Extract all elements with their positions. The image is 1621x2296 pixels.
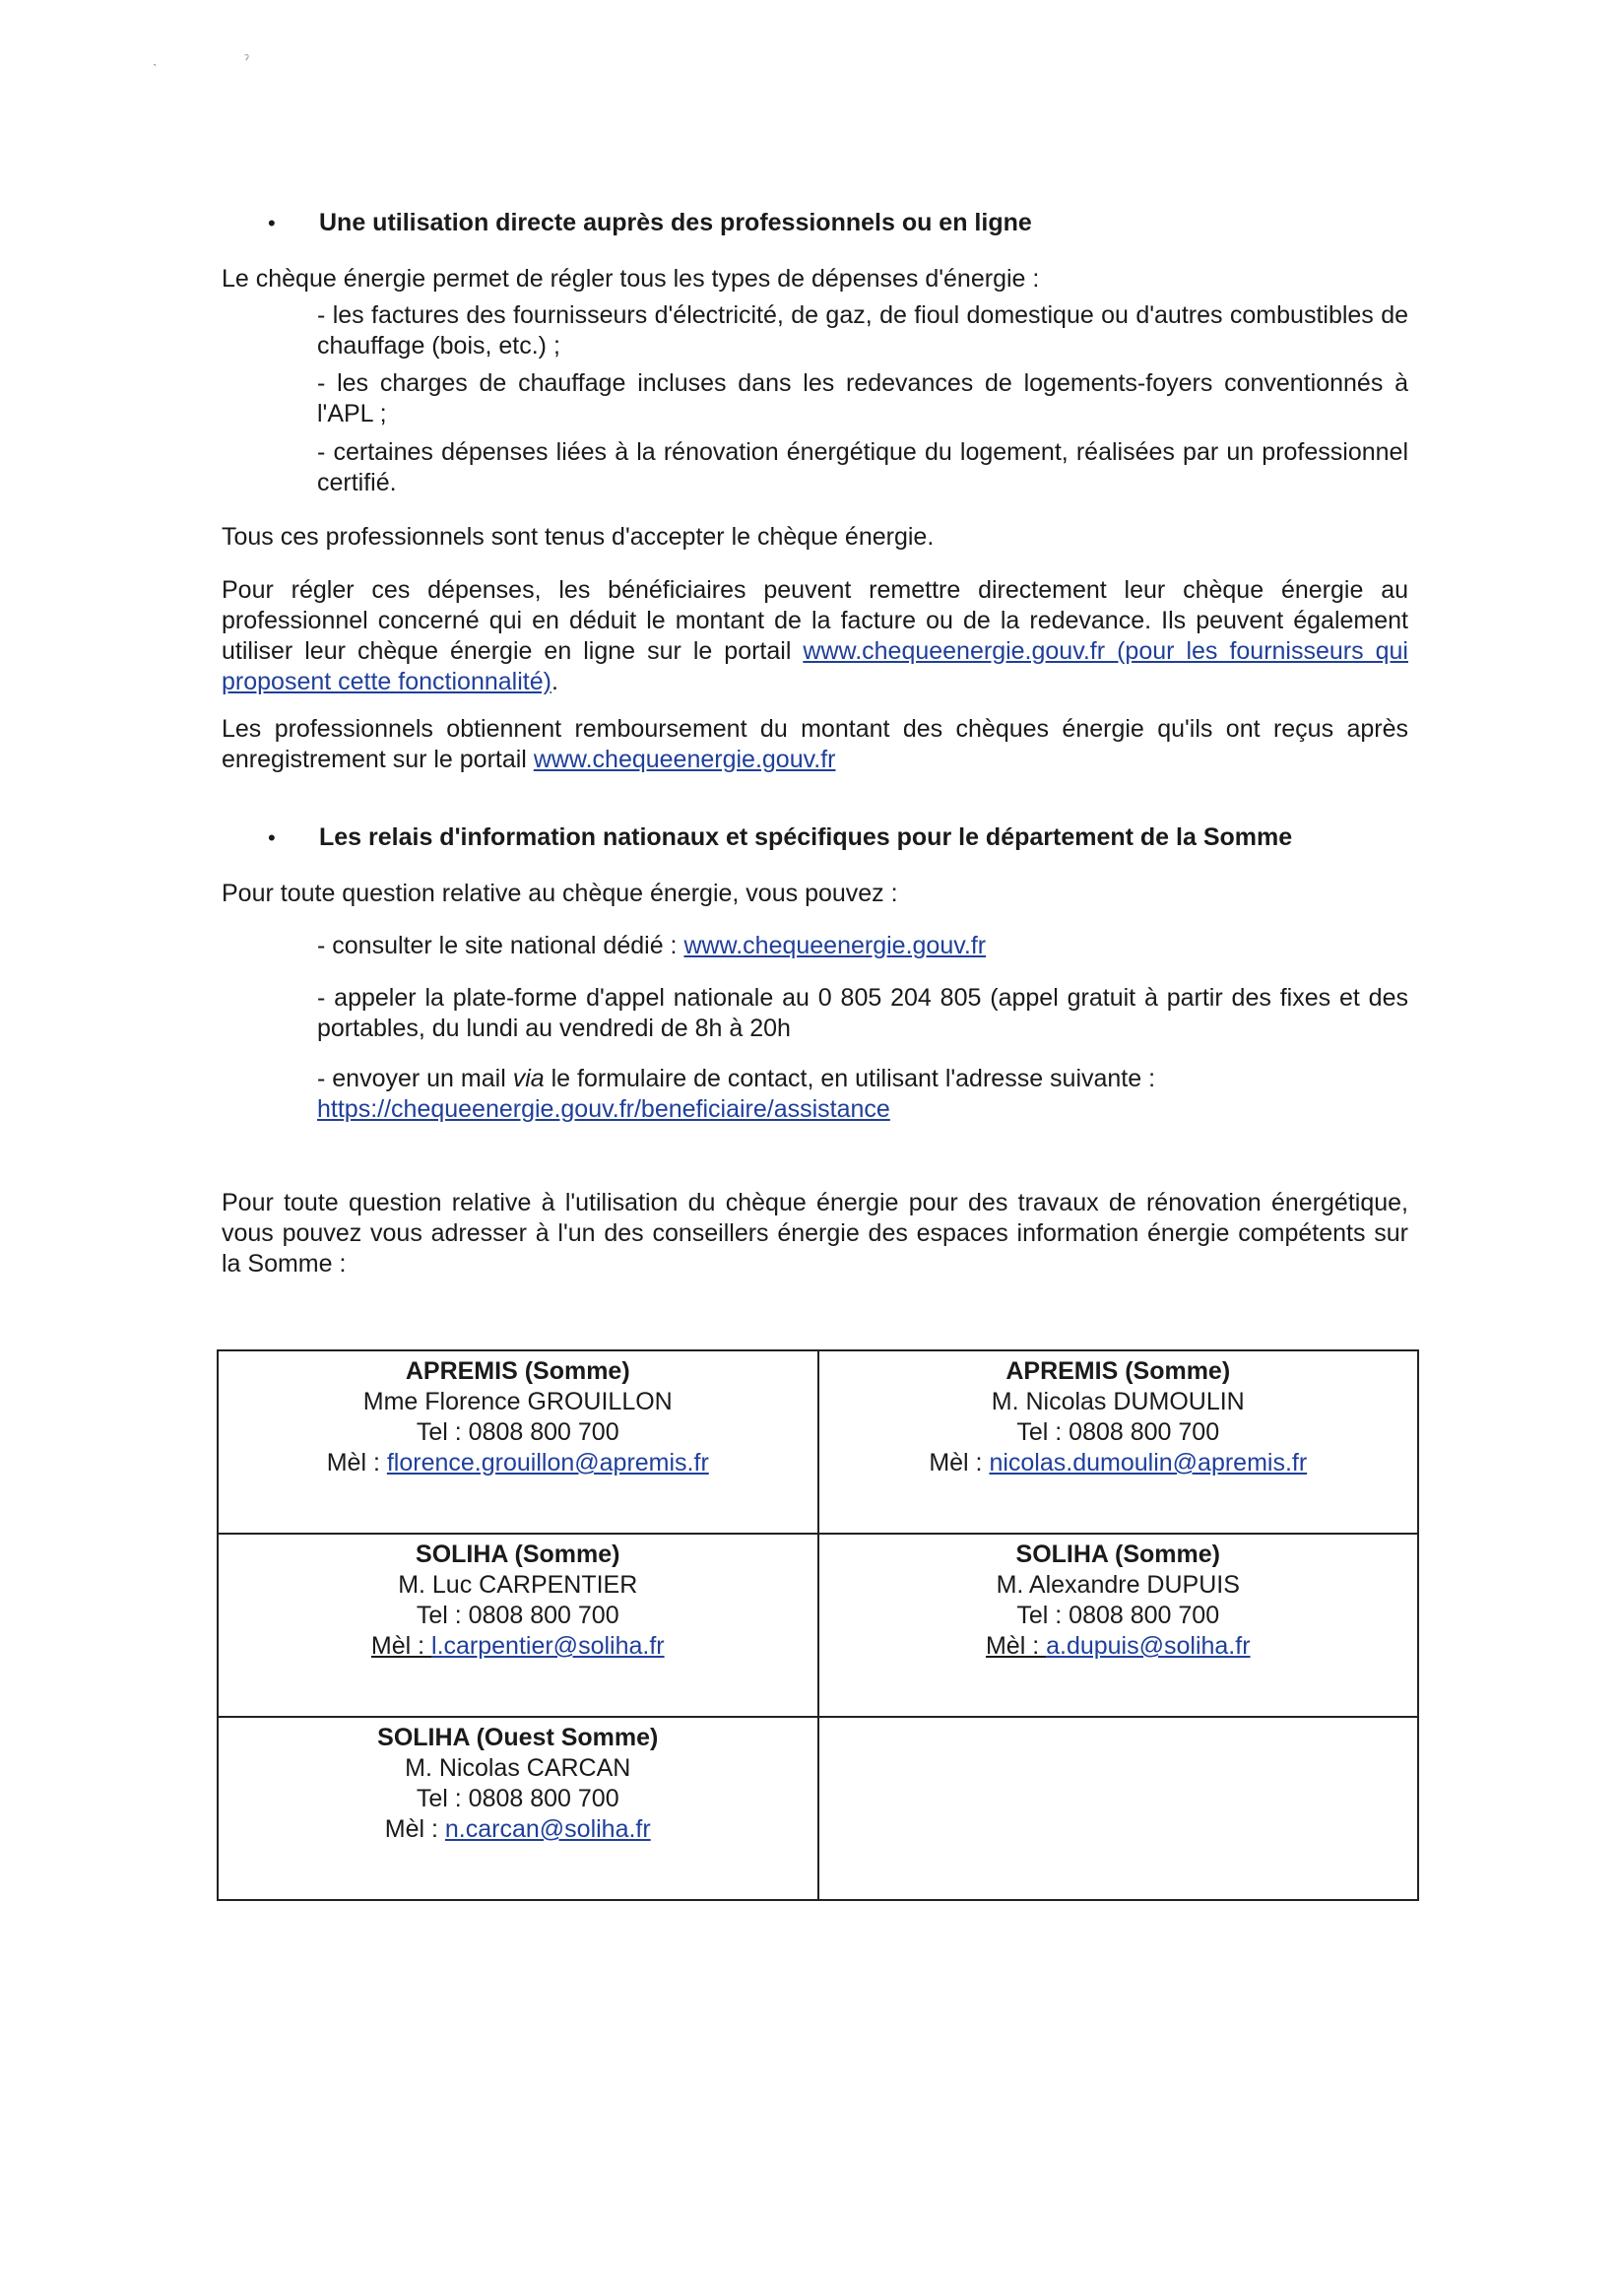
section-heading-usage [268, 209, 1032, 237]
item-text-italic: via [512, 1065, 545, 1092]
contact-email-link[interactable]: a.dupuis@soliha.fr [1046, 1632, 1251, 1660]
contact-name: M. Luc CARPENTIER [398, 1571, 638, 1599]
contact-cell [218, 1534, 818, 1717]
contact-tel: Tel : 0808 800 700 [416, 1602, 619, 1629]
list-item: - appeler la plate-forme d'appel nationale au 0 805 204 805 (appel gratuit à partir des fixes et des portables, du lundi au vendredi de 8h à 20h [317, 984, 1408, 1042]
table-row [218, 1717, 1418, 1900]
list-item [317, 931, 1408, 961]
item-text: - envoyer un mail [317, 1065, 513, 1092]
contact-cell [818, 1350, 1419, 1534]
contact-email-link[interactable]: nicolas.dumoulin@apremis.fr [989, 1449, 1308, 1476]
list-item: - les charges de chauffage incluses dans les redevances de logements-foyers conventionnés à l'APL ; [317, 369, 1408, 427]
mel-label: Mèl : [326, 1449, 387, 1476]
contact-email-link[interactable]: l.carpentier@soliha.fr [431, 1632, 665, 1660]
portal-link[interactable]: www.chequeenergie.gouv.fr [533, 746, 836, 773]
heading-text: Les relais d'information nationaux et spécifiques pour le département de la Somme [319, 823, 1293, 851]
heading-text: Une utilisation directe auprès des professionnels ou en ligne [319, 209, 1032, 236]
paragraph-text: Les professionnels obtiennent remboursement du montant des chèques énergie qu'ils ont reçus après enregistrement sur le portail [222, 715, 1408, 773]
table-row [218, 1350, 1418, 1534]
contact-cell [818, 1534, 1419, 1717]
mel-label: Mèl : [929, 1449, 990, 1476]
list-item: - certaines dépenses liées à la rénovation énergétique du logement, réalisées par un professionnel certifié. [317, 438, 1408, 496]
contact-cell [218, 1717, 818, 1900]
contact-org: SOLIHA (Somme) [1015, 1541, 1220, 1568]
intro-paragraph: Pour toute question relative au chèque énergie, vous pouvez : [222, 880, 898, 907]
contact-mel [820, 1631, 1417, 1662]
scan-speck: ˋ [153, 61, 158, 77]
contact-tel: Tel : 0808 800 700 [416, 1418, 619, 1446]
contact-mel [220, 1814, 816, 1845]
contact-org: APREMIS (Somme) [1005, 1357, 1231, 1385]
scan-speck: ˀ [244, 51, 249, 67]
mel-label: Mèl : [985, 1632, 1047, 1660]
paragraph-payment [222, 575, 1408, 697]
contact-name: M. Nicolas CARCAN [405, 1754, 631, 1782]
contact-name: M. Nicolas DUMOULIN [991, 1388, 1245, 1415]
contact-cell [218, 1350, 818, 1534]
section-heading-relays [268, 823, 1292, 852]
contact-name: M. Alexandre DUPUIS [996, 1571, 1240, 1599]
bullet: • [268, 825, 276, 850]
assistance-link[interactable]: https://chequeenergie.gouv.fr/beneficiaire/assistance [317, 1095, 890, 1123]
mel-label: Mèl : [384, 1815, 445, 1843]
contact-org: SOLIHA (Ouest Somme) [377, 1724, 659, 1751]
contact-tel: Tel : 0808 800 700 [1016, 1418, 1220, 1446]
contact-tel: Tel : 0808 800 700 [1016, 1602, 1220, 1629]
contact-mel [820, 1448, 1417, 1478]
item-text: - consulter le site national dédié : [317, 932, 684, 959]
contact-mel [220, 1448, 816, 1478]
list-item [317, 1064, 1408, 1125]
table-row [218, 1534, 1418, 1717]
contacts-table [217, 1349, 1419, 1901]
list-item: - les factures des fournisseurs d'électricité, de gaz, de fioul domestique ou d'autres combustibles de chauffage (bois, etc.) ; [317, 301, 1408, 360]
national-site-link[interactable]: www.chequeenergie.gouv.fr [683, 932, 987, 959]
paragraph-reimbursement [222, 714, 1408, 775]
paragraph-renovation: Pour toute question relative à l'utilisation du chèque énergie pour des travaux de rénovation énergétique, vous pouvez vous adresser à l'un des conseillers énergie des espaces information énergie compétents sur la Somme : [222, 1189, 1408, 1278]
intro-paragraph: Le chèque énergie permet de régler tous les types de dépenses d'énergie : [222, 265, 1040, 293]
paragraph-text: Pour régler ces dépenses, les bénéficiaires peuvent remettre directement leur chèque énergie au professionnel concerné qui en déduit le montant de la facture ou de la redevance. Ils peuvent également utiliser leur chèque énergie en ligne sur le portail [222, 576, 1408, 665]
empty-cell [818, 1717, 1419, 1900]
contact-org: APREMIS (Somme) [405, 1357, 630, 1385]
paragraph-end: . [551, 668, 558, 695]
mel-label: Mèl : [370, 1632, 432, 1660]
contact-name: Mme Florence GROUILLON [362, 1388, 673, 1415]
bullet: • [268, 211, 276, 235]
contact-email-link[interactable]: florence.grouillon@apremis.fr [386, 1449, 709, 1476]
paragraph-professionals: Tous ces professionnels sont tenus d'accepter le chèque énergie. [222, 523, 935, 551]
contact-email-link[interactable]: n.carcan@soliha.fr [444, 1815, 651, 1843]
contact-tel: Tel : 0808 800 700 [416, 1785, 619, 1812]
contact-mel [220, 1631, 816, 1662]
item-text: le formulaire de contact, en utilisant l'adresse suivante : [544, 1065, 1156, 1092]
contact-org: SOLIHA (Somme) [416, 1541, 620, 1568]
portal-link[interactable]: www.chequeenergie.gouv.fr (pour les fournisseurs qui proposent cette fonctionnalité) [222, 637, 1408, 695]
